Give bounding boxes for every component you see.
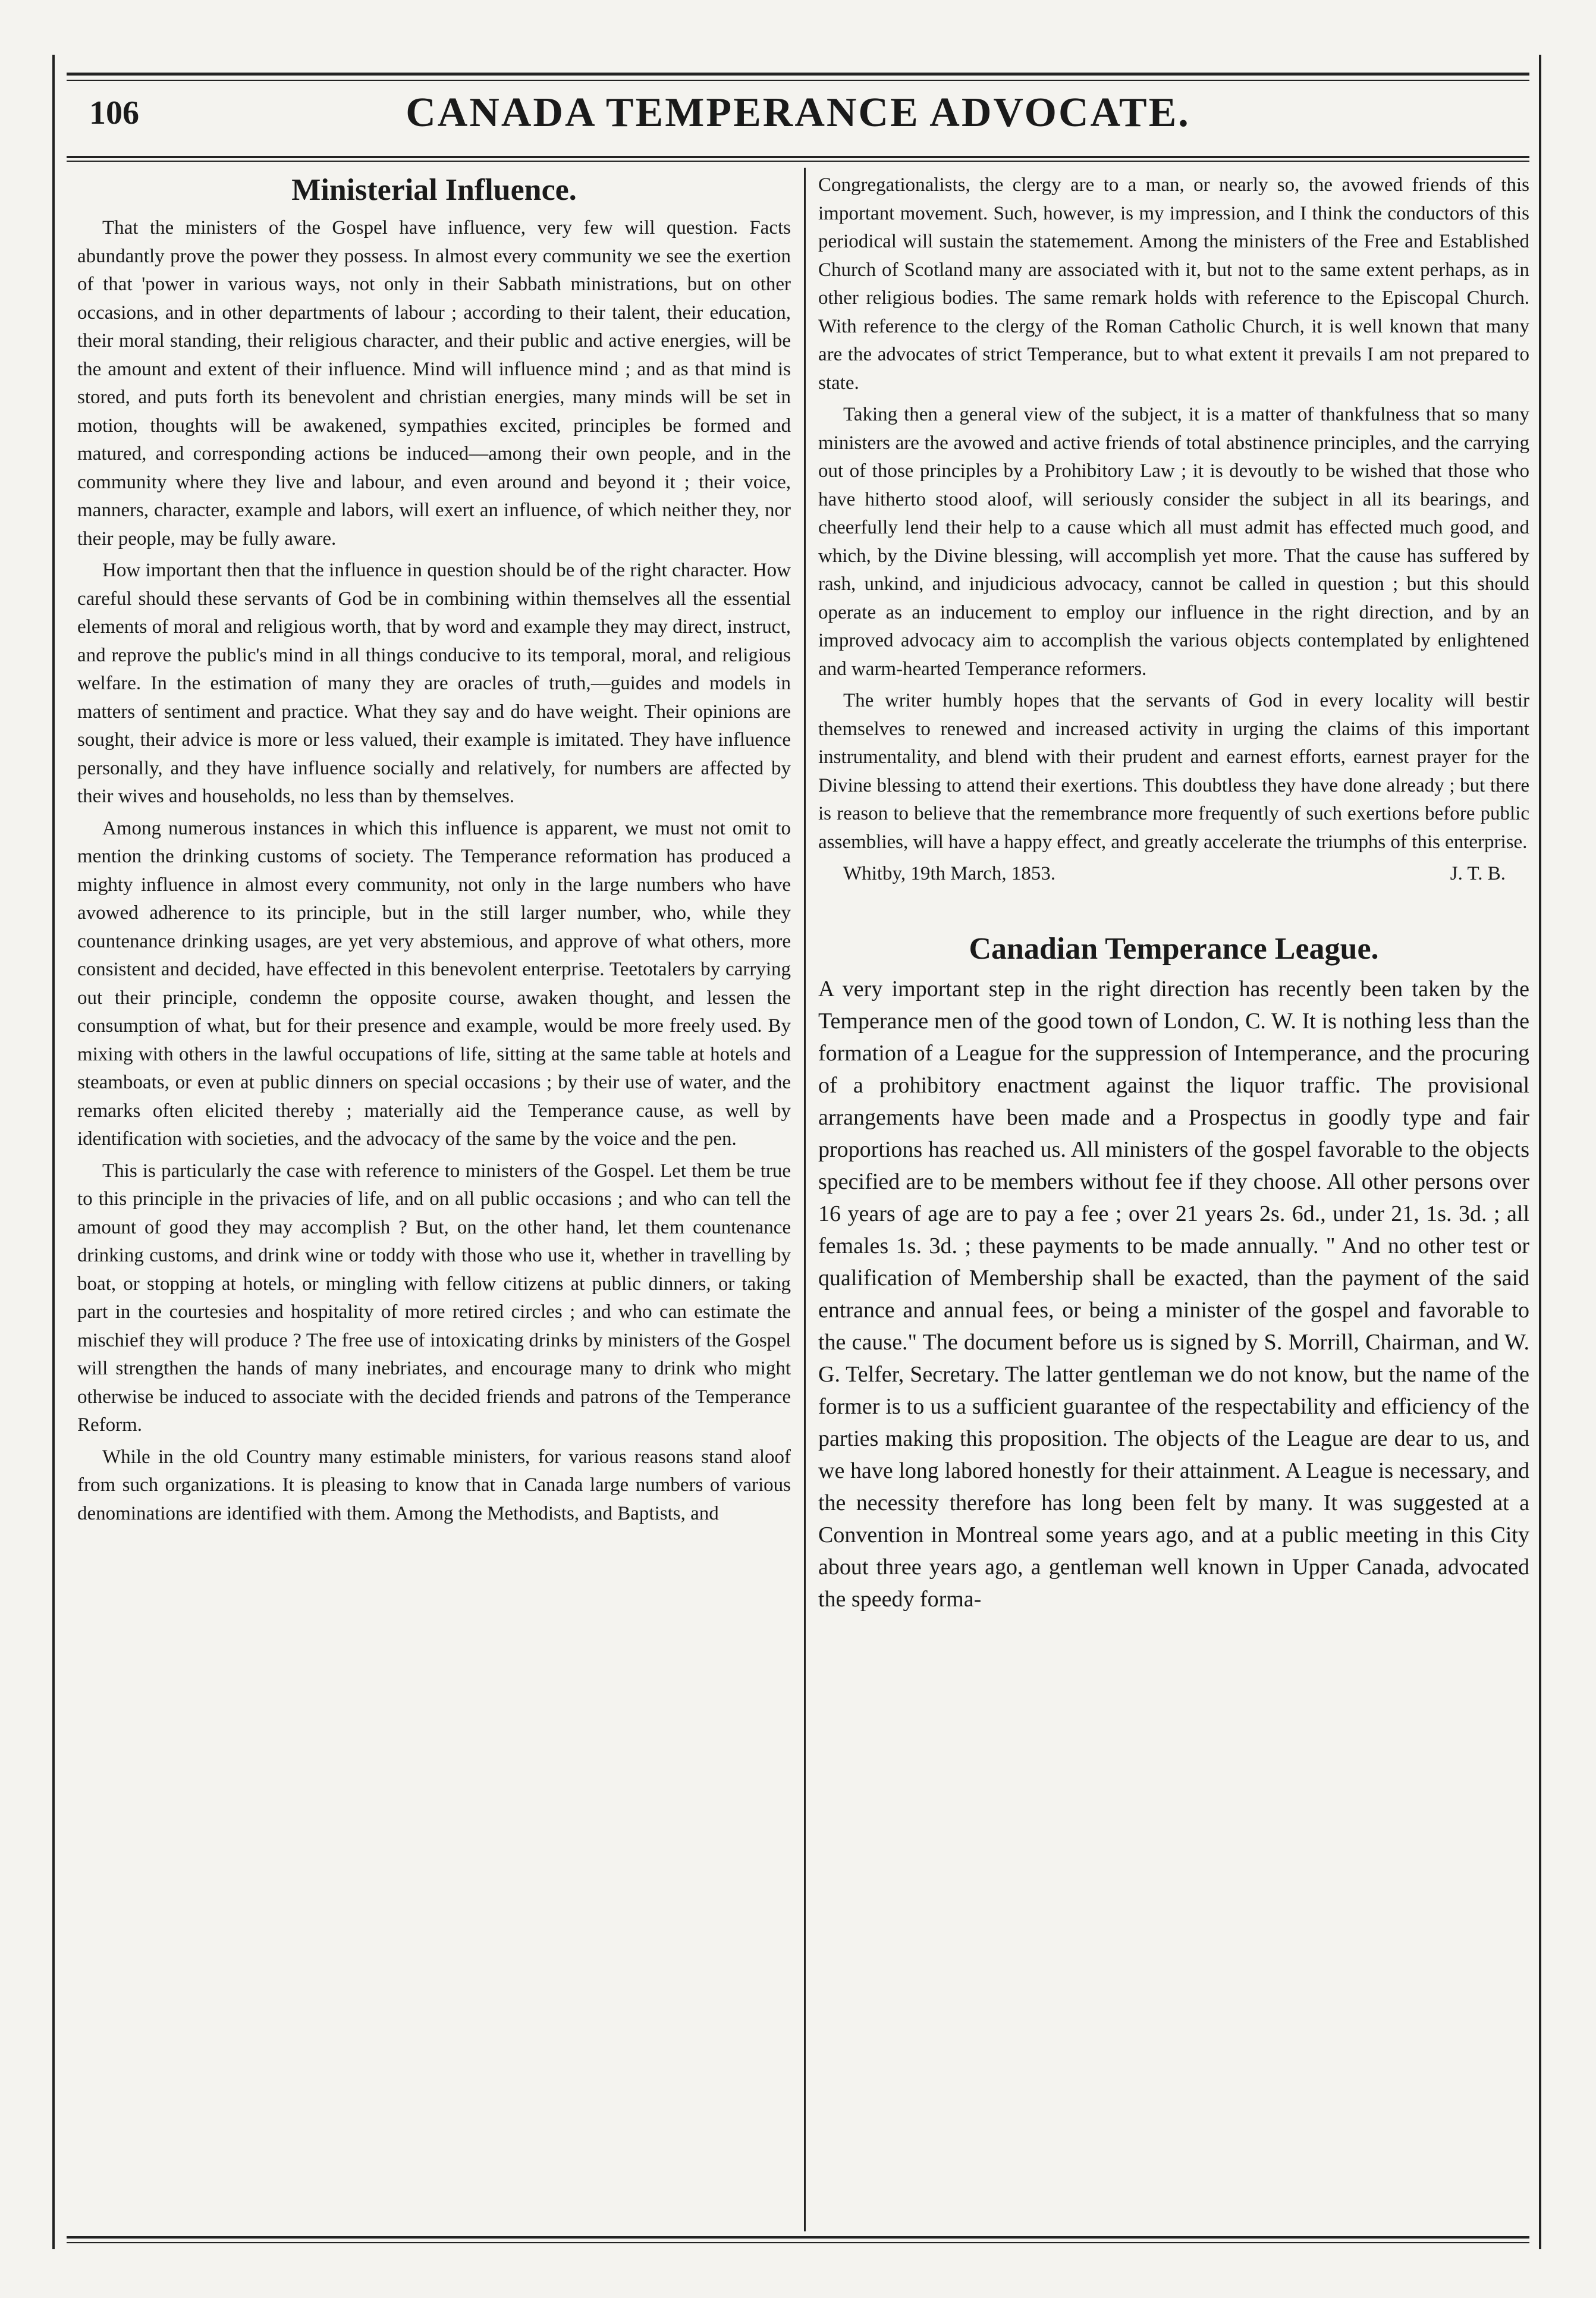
top-rule-thin xyxy=(67,80,1529,81)
paragraph: That the ministers of the Gospel have influence, very few will question. Facts abundantly prove the power they possess. In almost every community we see the exertion of that 'power in various ways, not only in their Sabbath ministrations, but on other occasions, and in other departments of labour ; according to their talent, their education, their moral standing, their religious character, and their public and active energies, will be the amount and extent of their influence. Mind will influence mind ; and as that mind is stored, and puts forth its benevolent and christian energies, many minds will be set in motion, thoughts will be awakened, sympathies excited, principles be formed and matured, and corresponding actions be induced—among their own people, and in the community where they live and labour, and even around and beyond it ; their voice, manners, character, example and labors, will exert an influence, of which neither they, nor their people, may be fully aware. xyxy=(77,217,791,550)
paragraph: Among numerous instances in which this influence is apparent, we must not omit to mention the drinking customs of society. The Temperance reformation has produced a mighty influence in almost every community, not only in the large numbers who have avowed adherence to its principle, but in the still larger number, who, while they countenance drinking usages, are yet very abstemious, and approve of what others, more consistent and decided, have effected in this benevolent enterprise. Teetotalers by carrying out their principle, condemn the opposite course, awaken thought, and lessen the consumption of what, but for their presence and example, would be more freely used. By mixing with others in the lawful occupations of life, sitting at the same table at hotels and steamboats, or even at public dinners on special occasions ; by their use of water, and the remarks often elicited thereby ; materially aid the Temperance cause, as well by identification with societies, and the advocacy of the same by the voice and the pen. xyxy=(77,817,791,1150)
article-title-ministerial-influence: Ministerial Influence. xyxy=(291,173,577,207)
league-article-body xyxy=(818,973,1529,1615)
paragraph: The writer humbly hopes that the servants of God in every locality will bestir themselves to renewed and increased activity in urging the claims of this important instrumentality, and blend with their prudent and earnest efforts, earnest prayer for the Divine blessing to attend their exertions. This doubtless they have done already ; but there is reason to believe that the remembrance more frequently of such exertions before public assemblies, will have a happy effect, and greatly accelerate the triumphs of this enterprise. xyxy=(818,690,1529,853)
top-rule xyxy=(67,73,1529,76)
paragraph: Congregationalists, the clergy are to a man, or nearly so, the avowed friends of this important movement. Such, however, is my impression, and I think the conductors of this periodical will sustain the statemement. Among the ministers of the Free and Established Church of Scotland many are associated with it, but not to the same extent perhaps, as in other religious bodies. The same remark holds with reference to the Episcopal Church. With reference to the clergy of the Roman Catholic Church, it is well known that many are the advocates of strict Temperance, but to what extent it prevails I am not prepared to state. xyxy=(818,174,1529,394)
paragraph: While in the old Country many estimable ministers, for various reasons stand aloof from such organizations. It is pleasing to know that in Canada large numbers of various denominations are identified with them. Among the Methodists, and Baptists, and xyxy=(77,1446,791,1524)
left-column xyxy=(77,171,791,1528)
header-rule xyxy=(67,156,1529,158)
dateline-row xyxy=(818,860,1529,889)
paragraph: Taking then a general view of the subject, it is a matter of thankfulness that so many ministers are the avowed and active friends of total abstinence principles, and the carrying out of those principles by a Prohibitory Law ; it is devoutly to be wished that those who have hitherto stood aloof, will seriously consider the subject in all its bearings, and cheerfully lend their help to a cause which all must admit has effected much good, and which, by the Divine blessing, will accomplish yet more. That the cause has suffered by rash, unkind, and injudicious advocacy, cannot be called in question ; but this should operate as an inducement to employ our influence in the right direction, and by an improved advocacy aim to accomplish the various objects contemplated by enlightened and warm-hearted Temperance reformers. xyxy=(818,404,1529,680)
paragraph: How important then that the influence in question should be of the right character. How careful should these servants of God be in combining within themselves all the essential elements of moral and religious worth, that by word and example they may direct, instruct, and reprove the public's mind in all things conducive to its temporal, moral, and religious welfare. In the estimation of many they are oracles of truth,—guides and models in matters of sentiment and practice. What they say and do have weight. Their opinions are sought, their advice is more or less valued, their example is imitated. They have influence personally, and they have influence socially and relatively, for numbers are affected by their wives and households, no less than by themselves. xyxy=(77,560,791,807)
header-rule-thin xyxy=(67,161,1529,162)
masthead: CANADA TEMPERANCE ADVOCATE. xyxy=(406,90,1190,136)
paragraph: This is particularly the case with reference to ministers of the Gospel. Let them be true to this principle in the privacies of life, and on all public occasions ; and who can tell the amount of good they may accomplish ? But, on the other hand, let them countenance drinking customs, and drink wine or toddy with those who use it, whether in travelling by boat, or stopping at hotels, or mingling with fellow citizens at public dinners, or taking part in the courtesies and hospitality of more retired circles ; and who can estimate the mischief they will produce ? The free use of intoxicating drinks by ministers of the Gospel will strengthen the hands of many inebriates, and encourage many to drink who might otherwise be induced to associate with the decided friends and patrons of the Temperance Reform. xyxy=(77,1160,791,1436)
dateline: Whitby, 19th March, 1853. xyxy=(843,863,1056,884)
right-column xyxy=(818,171,1529,1615)
paragraph: A very important step in the right direction has recently been taken by the Temperance men of the good town of London, C. W. It is nothing less than the formation of a League for the suppression of Intemperance, and the procuring of a prohibitory enactment against the liquor traffic. The provisional arrangements have been made and a Prospectus in goodly type and fair proportions has reached us. All ministers of the gospel favorable to the objects specified are to be members without fee if they choose. All other persons over 16 years of age are to pay a fee ; over 21 years 2s. 6d., under 21, 1s. 3d. ; all females 1s. 3d. ; these payments to be made annually. " And no other test or qualification of Membership shall be exacted, than the payment of the said entrance and annual fees, or being a minister of the gospel and favorable to the cause." The document before us is signed by S. Morrill, Chairman, and W. G. Telfer, Secretary. The latter gentleman we do not know, but the name of the former is to us a sufficient guarantee of the respectability and efficiency of the parties making this proposition. The objects of the League are dear to us, and we have long labored honestly for their attainment. A League is necessary, and the necessity therefore has long been felt by many. It was suggested at a Convention in Montreal some years ago, and at a public meeting in this City about three years ago, a gentleman well known in Upper Canada, advocated the speedy forma- xyxy=(818,976,1529,1612)
article-title-canadian-temperance-league: Canadian Temperance League. xyxy=(969,931,1379,966)
bottom-rule xyxy=(67,2236,1529,2239)
bottom-rule-thin xyxy=(67,2242,1529,2243)
page-number: 106 xyxy=(89,95,139,131)
column-divider xyxy=(804,168,806,2231)
signature: J. T. B. xyxy=(1450,863,1506,884)
